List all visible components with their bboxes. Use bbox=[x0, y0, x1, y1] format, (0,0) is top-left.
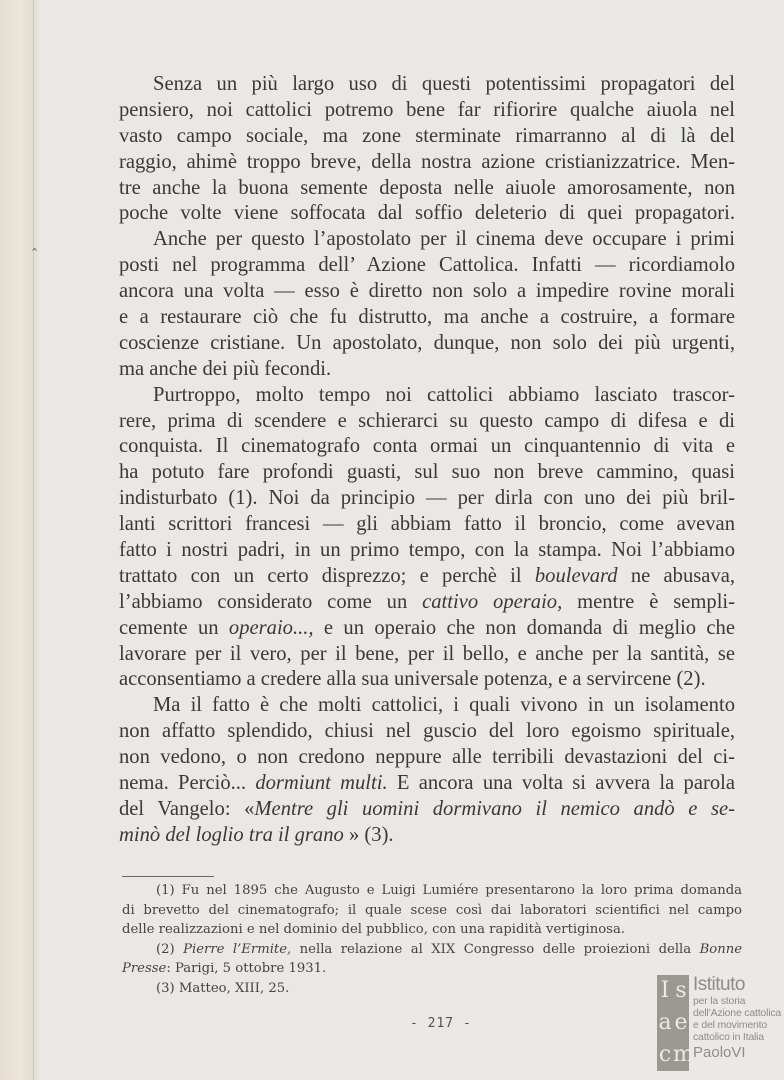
isacem-watermark-logo bbox=[657, 975, 782, 1073]
text-run: cemente un bbox=[119, 616, 229, 639]
italic-run: operaio..., bbox=[228, 616, 314, 639]
logo-letter: e bbox=[674, 1010, 688, 1035]
logo-monogram bbox=[657, 975, 694, 1071]
text-run: e un operaio che non domanda di meglio che bbox=[313, 616, 735, 639]
text-line bbox=[119, 590, 735, 616]
text-line bbox=[119, 797, 735, 823]
text-line: ma anche dei più fecondi. bbox=[119, 357, 332, 380]
logo-subtitle: cattolico in Italia bbox=[693, 1031, 764, 1043]
text-run: trattato con un certo disprezzo; e perchè il bbox=[119, 564, 535, 587]
text-line: Senza un più largo uso di questi potentissimi propagatori del bbox=[153, 73, 735, 95]
text-run: nema. Perciò... bbox=[119, 772, 256, 795]
text-line bbox=[119, 564, 735, 590]
text-line: posti nel programma dell’ Azione Cattolica. Infatti — ricordiamolo bbox=[119, 254, 735, 277]
text-run: ne abusava, bbox=[617, 564, 735, 587]
logo-title: Istituto bbox=[693, 974, 745, 995]
italic-run: boulevard bbox=[534, 564, 618, 587]
text-run: l’abbiamo considerato come un bbox=[119, 590, 423, 613]
text-run: del Vangelo: « bbox=[119, 797, 255, 820]
text-run: E ancora una volta si avvera la parola bbox=[387, 772, 735, 795]
text-run: (2) bbox=[156, 941, 184, 957]
text-line bbox=[119, 771, 735, 797]
logo-letter: c bbox=[658, 1042, 672, 1067]
text-line: coscienze cristiane. Un apostolato, dunque, non solo dei più urgenti, bbox=[119, 331, 735, 354]
text-line: Purtroppo, molto tempo noi cattolici abbiamo lasciato trascor- bbox=[153, 383, 735, 406]
italic-run: Pierre l’Ermite, bbox=[183, 941, 292, 957]
text-line: ha potuto fare profondi guasti, sul suo non breve cammino, quasi bbox=[119, 461, 735, 484]
text-line: Ma il fatto è che molti cattolici, i quali vivono in un isolamento bbox=[153, 694, 735, 717]
italic-run: Presse bbox=[122, 961, 167, 977]
main-text bbox=[119, 72, 735, 849]
text-line: lavorare per il vero, per il bene, per il bello, e anche per la santità, se bbox=[119, 642, 735, 665]
text-line: e a restaurare ciò che fu distrutto, ma anche a costruire, a formare bbox=[119, 306, 735, 329]
text-line: rere, prima di scendere e schierarci su questo campo di difesa e di bbox=[119, 409, 735, 432]
italic-run: cattivo operaio, bbox=[422, 590, 563, 613]
footnote-1-line: di brevetto del cinematografo; il quale scese così dai laboratori scientifici nel campo bbox=[122, 902, 742, 918]
footnote-2-line bbox=[122, 959, 742, 979]
text-line: Anche per questo l’apostolato per il cinema deve occupare i primi bbox=[153, 228, 735, 251]
text-line bbox=[119, 616, 735, 642]
page-gutter bbox=[33, 0, 34, 1080]
text-line bbox=[119, 823, 735, 849]
logo-letter: s bbox=[675, 978, 687, 1003]
footnote-1-line: (1) Fu nel 1895 che Augusto e Luigi Lumiére presentarono la loro prima domanda bbox=[156, 883, 742, 898]
footnote-divider bbox=[122, 876, 214, 877]
text-line: lanti scrittori francesi — gli abbiam fatto il broncio, come avevan bbox=[119, 513, 735, 536]
logo-letter: a bbox=[658, 1010, 672, 1035]
text-run: nella relazione al XIX Congresso delle proiezioni della bbox=[291, 941, 700, 957]
text-line: tre anche la buona semente deposta nelle aiuole amorosamente, non bbox=[119, 176, 735, 199]
text-line: non vedono, o non credono neppure alle terribili devastazioni del ci- bbox=[119, 746, 735, 769]
text-line: raggio, ahimè troppo breve, della nostra azione cristianizzatrice. Men- bbox=[119, 150, 735, 173]
italic-run: minò del loglio tra il grano bbox=[119, 823, 344, 846]
text-line: vasto campo sociale, ma zone sterminate rimarranno al di là del bbox=[119, 124, 735, 147]
text-run: mentre è sempli- bbox=[562, 590, 735, 613]
footnote-1-line: delle realizzazioni e nel dominio del pubblico, con una rapidità vertiginosa. bbox=[122, 922, 625, 938]
text-line: non affatto splendido, chiusi nel guscio del loro egoismo spirituale, bbox=[119, 720, 735, 743]
text-line: conquista. Il cinematografo conta ormai un cinquantennio di vita e bbox=[119, 435, 735, 458]
footnote-3-line: (3) Matteo, XIII, 25. bbox=[156, 980, 290, 996]
text-line: fatto i nostri padri, in un primo tempo, con la stampa. Noi l’abbiamo bbox=[119, 539, 735, 562]
footnote-2-line bbox=[122, 940, 742, 960]
logo-subtitle: dell’Azione cattolica bbox=[693, 1007, 782, 1019]
text-line: ancora una volta — esso è diretto non solo a impedire rovine morali bbox=[119, 280, 735, 303]
text-line: acconsentiamo a credere alla sua universale potenza, e a servircene (2). bbox=[119, 668, 706, 691]
logo-text bbox=[693, 975, 781, 1061]
text-line: indisturbato (1). Noi da principio — per dirla con uno dei più bril- bbox=[119, 487, 735, 510]
text-run: : Parigi, 5 ottobre 1931. bbox=[166, 961, 327, 977]
logo-name: PaoloVI bbox=[693, 1044, 746, 1061]
text-line: poche volte viene soffocata dal soffio deleterio di quei propagatori. bbox=[119, 202, 735, 225]
margin-mark-icon: ⌃ bbox=[30, 246, 40, 259]
logo-letter: m bbox=[673, 1042, 694, 1067]
logo-subtitle: e del movimento bbox=[693, 1019, 768, 1031]
text-line: pensiero, noi cattolici potremo bene far rifiorire qualche aiuola nel bbox=[119, 98, 735, 121]
footnotes bbox=[122, 881, 742, 999]
text-run: » (3). bbox=[343, 823, 394, 846]
italic-run: Bonne bbox=[699, 941, 742, 957]
logo-letter: I bbox=[660, 978, 670, 1003]
italic-run: Mentre gli uomini dormivano il nemico andò e se- bbox=[254, 797, 735, 820]
logo-subtitle: per la storia bbox=[693, 995, 746, 1007]
page-number: - 217 - bbox=[410, 1016, 472, 1031]
italic-run: dormiunt multi. bbox=[255, 772, 388, 795]
